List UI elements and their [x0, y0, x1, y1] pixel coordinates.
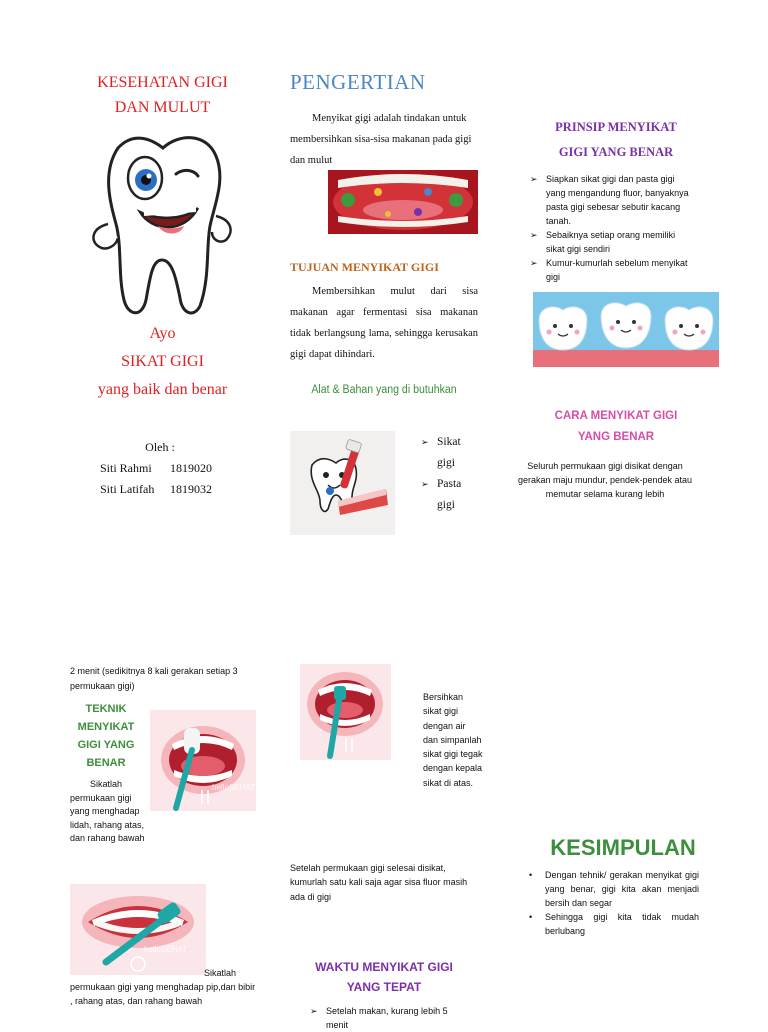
happy-teeth-image: [533, 292, 719, 367]
teknik-step2-text: Sikatlah permukaan gigi yang menghadap pip,dan bibir , rahang atas, dan rahang bawah: [70, 968, 256, 1006]
author-id: 1819032: [170, 482, 212, 496]
cover-slogan-line2: SIKAT GIGI: [121, 353, 204, 370]
bersihkan-after-text: Setelah permukaan gigi selesai disikat, kumurlah satu kali saja agar sisa fluor masih ada di gigi: [290, 863, 468, 902]
waktu-item: ➢ Setelah makan, kurang lebih 5 menit: [310, 1004, 470, 1032]
teknik-heading-line2: MENYIKAT: [77, 721, 135, 733]
teknik-step2-wrap: [70, 966, 260, 1008]
teknik-heading-line3: GIGI YANG: [77, 739, 135, 751]
cara-heading-line1: CARA MENYIKAT GIGI: [554, 410, 678, 422]
watermark-text: helloSEHAT: [212, 783, 255, 792]
author-row: [100, 479, 260, 500]
alat-heading: Alat & Bahan yang di butuhkan: [311, 384, 457, 396]
cover-title-line1: KESEHATAN GIGI: [97, 74, 228, 91]
kesimpulan-list: [527, 868, 699, 938]
tooth-brush-image: [290, 431, 395, 535]
cara-heading: [528, 406, 704, 448]
alat-item: ➢ Sikat gigi: [421, 432, 476, 474]
brush-storage-image: [300, 664, 391, 760]
teknik-step1-wrap: [70, 778, 260, 846]
teknik-heading-line1: TEKNIK: [85, 703, 127, 715]
cover-slogan-line1: Ayo: [149, 325, 176, 342]
prinsip-item: ➢ Sebaiknya setiap orang memiliki sikat gigi sendiri: [530, 228, 690, 256]
authors-block: [100, 437, 260, 500]
tujuan-text: Membersihkan mulut dari sisa makanan agar fermentasi sisa makanan tidak berlangsung lama, sehingga kerusakan gigi dapat dihindari.: [290, 286, 478, 360]
pengertian-text: Menyikat gigi adalah tindakan untuk membersihkan sisa-sisa makanan pada gigi dan mulut: [290, 113, 472, 166]
teknik-heading: [66, 700, 146, 772]
waktu-list: [310, 1004, 470, 1032]
bersihkan-text: Bersihkan sikat gigi dengan air dan simpanlah sikat gigi tegak dengan kepala sikat di atas.: [423, 692, 483, 788]
cover-title: [80, 70, 245, 120]
alat-list: [421, 432, 476, 516]
waktu-heading: [290, 957, 478, 997]
tujuan-heading: TUJUAN MENYIKAT GIGI: [290, 260, 439, 274]
float-spacer: [152, 778, 260, 820]
cover-title-line2: DAN MULUT: [114, 99, 211, 116]
waktu-heading-line1: WAKTU MENYIKAT GIGI: [315, 960, 453, 974]
author-name: Siti Latifah: [100, 482, 155, 496]
cara-text: Seluruh permukaan gigi disikat dengan gerakan maju mundur, pendek-pendek atau memutar selama kurang lebih: [517, 461, 693, 499]
tooth-mascot-image: [88, 128, 238, 318]
kesimpulan-item: • Dengan tehnik/ gerakan menyikat gigi yang benar, gigi kita akan menjadi bersih dan segar: [527, 868, 699, 910]
mouth-germs-image: [328, 170, 478, 234]
cara-heading-line2: YANG BENAR: [577, 431, 655, 443]
by-label: Oleh :: [145, 440, 175, 454]
prinsip-heading-line1: PRINSIP MENYIKAT: [555, 120, 677, 134]
prinsip-heading: [528, 115, 704, 165]
prinsip-item: ➢ Siapkan sikat gigi dan pasta gigi yang mengandung fluor, banyaknya pasta gigi sebesar sebutir kacang tanah.: [530, 172, 690, 228]
alat-item: ➢ Pasta gigi: [421, 474, 476, 516]
cover-slogan: [80, 320, 245, 404]
prinsip-heading-line2: GIGI YANG BENAR: [558, 145, 674, 159]
cover-slogan-line3: yang baik dan benar: [97, 381, 228, 398]
kesimpulan-item: • Sehingga gigi kita tidak mudah berlubang: [527, 910, 699, 938]
prinsip-item: ➢ Kumur-kumurlah sebelum menyikat gigi: [530, 256, 690, 284]
brush-outer-image: [70, 884, 206, 975]
author-name: Siti Rahmi: [100, 461, 152, 475]
watermark-text: helloSEHAT: [144, 945, 187, 954]
author-id: 1819020: [170, 461, 212, 475]
teknik-heading-line4: BENAR: [86, 757, 126, 769]
teknik-step1-text: Sikatlah permukaan gigi yang menghadap lidah, rahang atas, dan rahang bawah: [70, 779, 145, 843]
prinsip-list: [530, 172, 690, 284]
cara-continued-text: 2 menit (sedikitnya 8 kali gerakan setiap 3 permukaan gigi): [70, 666, 238, 691]
waktu-heading-line2: YANG TEPAT: [346, 980, 422, 994]
kesimpulan-heading: KESIMPULAN: [550, 835, 696, 860]
pengertian-heading: PENGERTIAN: [290, 70, 426, 94]
author-row: [100, 458, 260, 479]
